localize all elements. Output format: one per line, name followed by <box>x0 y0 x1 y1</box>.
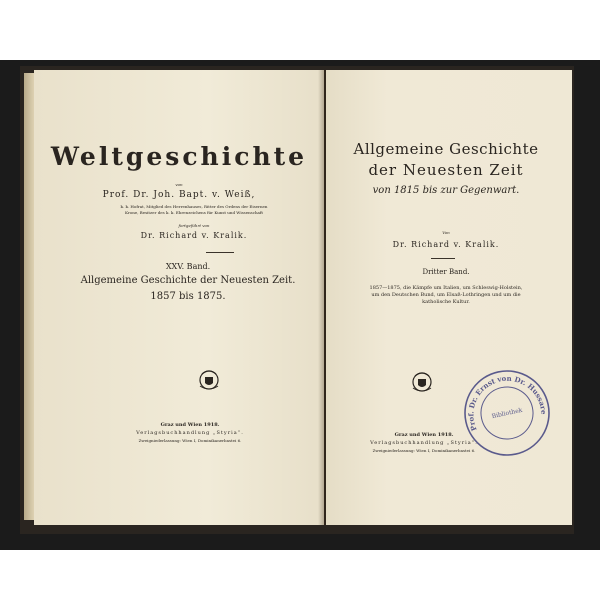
right-divider <box>431 258 455 259</box>
left-main-title: Weltgeschichte <box>50 142 308 171</box>
left-continued-by: fortgeführt von <box>178 223 210 228</box>
right-title-line3: von 1815 bis zur Gegenwart. <box>372 185 520 196</box>
right-volume: Dritter Band. <box>422 268 470 276</box>
left-subtitle: Allgemeine Geschichte der Neuesten Zeit. <box>80 275 296 286</box>
left-credentials-2: Krone, Besitzer des k. k. Ehrenzeichens für Kunst und Wissenschaft <box>125 210 263 215</box>
left-volume: XXV. Band. <box>165 262 211 271</box>
left-continuator: Dr. Richard v. Kralik. <box>140 231 248 240</box>
left-publisher: Verlagsbuchhandlung „Styria“. <box>136 430 244 436</box>
right-desc-3: katholische Kultur. <box>422 299 470 305</box>
page-edges <box>24 73 34 520</box>
left-by: von <box>175 182 183 187</box>
svg-text:Prof. Dr. Ernst von Dr. Hussar <box>462 368 550 434</box>
stamp-center-text: Bibliothek <box>491 406 524 421</box>
left-place-year: Graz und Wien 1918. <box>160 422 220 428</box>
stamp-text: Prof. Dr. Ernst von Dr. Hussarek-Heinlein <box>466 373 549 433</box>
right-desc-1: 1857—1875, die Kämpfe um Italien, um Schleswig-Holstein, <box>369 285 523 291</box>
library-stamp <box>462 368 552 458</box>
publisher-emblem-icon <box>196 366 222 392</box>
left-divider <box>206 252 234 253</box>
right-place-year: Graz und Wien 1918. <box>394 432 454 438</box>
right-title-line2: der Neuesten Zeit <box>368 161 524 179</box>
left-branch: Zweigniederlassung: Wien I, Dominikanerbastei 6. <box>138 438 242 443</box>
right-desc-2: um den Deutschen Bund, um Elsaß-Lothringen und um die <box>371 292 521 298</box>
left-credentials-1: k. k. Hofrat, Mitglied des Herrenhauses, Ritter des Ordens der Eisernen <box>120 204 268 209</box>
right-branch: Zweigniederlassung: Wien I, Dominikanerbastei 6. <box>372 448 476 453</box>
left-years: 1857 bis 1875. <box>150 291 226 302</box>
publisher-emblem-icon <box>409 368 435 394</box>
left-title-page <box>34 70 324 525</box>
right-title-line1: Allgemeine Geschichte <box>353 140 539 158</box>
right-publisher: Verlagsbuchhandlung „Styria“. <box>370 440 478 446</box>
right-author: Dr. Richard v. Kralik. <box>392 240 500 249</box>
left-author: Prof. Dr. Joh. Bapt. v. Weiß, <box>102 190 256 200</box>
right-by: Von <box>442 230 450 235</box>
